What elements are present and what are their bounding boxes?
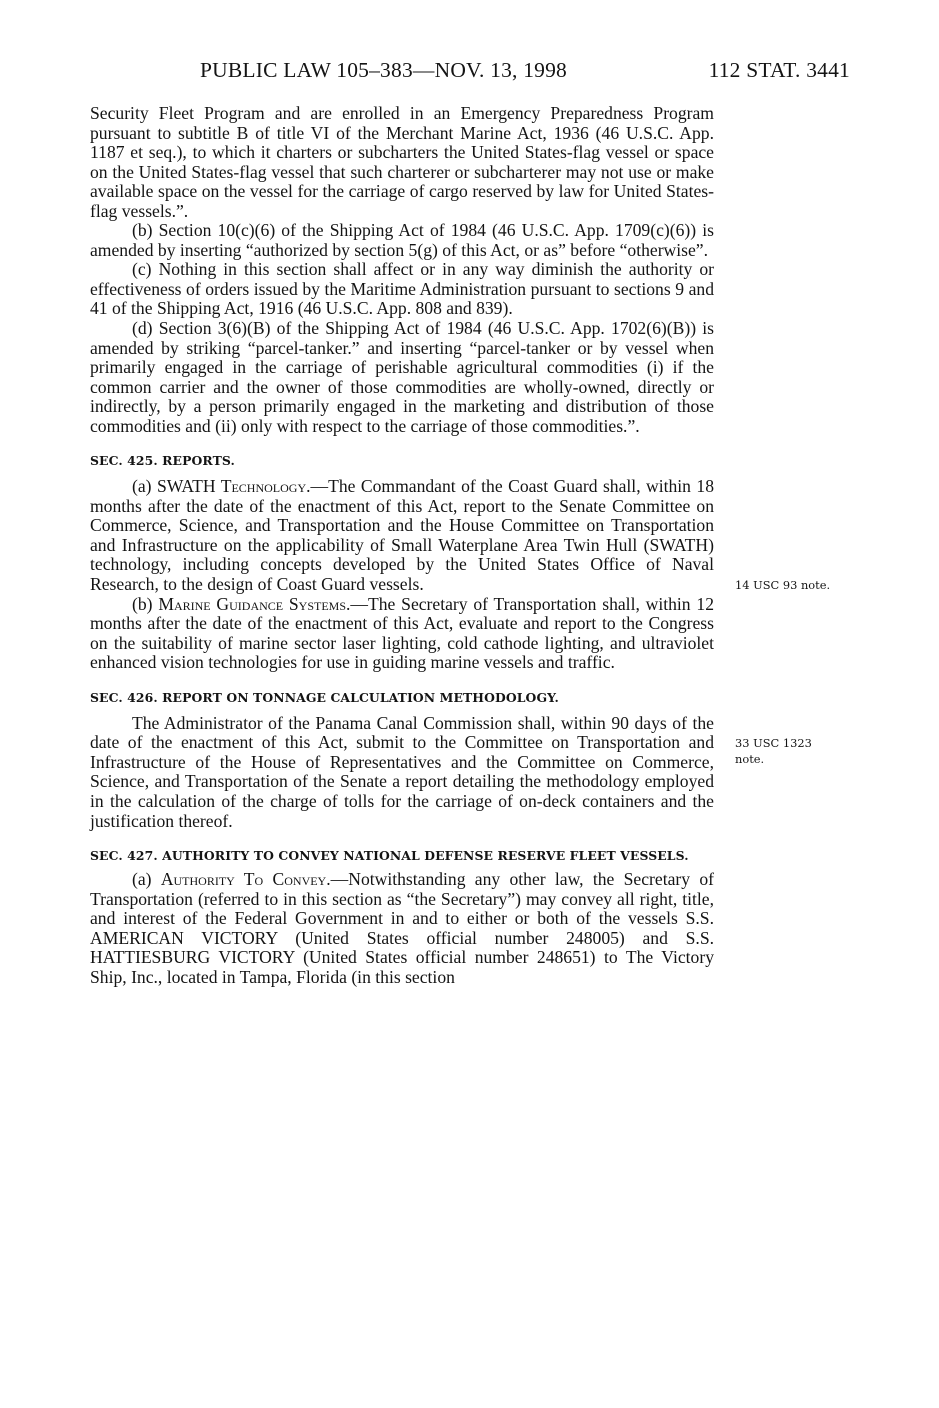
paragraph-b: (b) Section 10(c)(6) of the Shipping Act of 1984 (46 U.S.C. App. 1709(c)(6)) is amended by inserting “authorized by section 5(g) of this Act, or as” before “otherwise”. (90, 220, 714, 260)
paragraph-d: (d) Section 3(6)(B) of the Shipping Act of 1984 (46 U.S.C. App. 1702(6)(B)) is amended by striking “parcel-tanker.” and inserting “parcel-tanker or by vessel when primarily engaged in the carriage of perishable agricultural commodities (i) if the common carrier and the owner of those commodities are wholly-owned, directly or indirectly, by a person primarily engaged in the marketing and distribution of those commodities and (ii) only with respect to the carriage of those commodities.”. (90, 318, 714, 436)
subsection-heading: Authority To Convey. (160, 869, 331, 890)
section-425-a (90, 477, 714, 594)
subsection-label: (a) (132, 869, 161, 890)
section-427-heading: SEC. 427. AUTHORITY TO CONVEY NATIONAL DEFENSE RESERVE FLEET VESSELS. (90, 848, 689, 864)
body-text (90, 104, 714, 987)
statute-page-number: 112 STAT. 3441 (708, 58, 850, 82)
subsection-label: (b) (132, 593, 159, 614)
paragraph-c: (c) Nothing in this section shall affect or in any way diminish the authority or effectiveness of orders issued by the Maritime Administration pursuant to sections 9 and 41 of the Shipping Act, 1916 (46 U.S.C. App. 808 and 839). (90, 259, 714, 319)
page-header (90, 58, 850, 88)
subsection-heading: Marine Guidance Systems. (158, 593, 351, 614)
margin-note-line: note. (735, 752, 765, 766)
section-425-b (90, 595, 714, 673)
running-title: PUBLIC LAW 105–383—NOV. 13, 1998 (200, 58, 568, 82)
subsection-body: —Notwithstanding any other law, the Secretary of Transportation (referred to in this section as “the Secretary”) may convey all right, title, and interest of the Federal Government in and to either or both of the vessels S.S. AMERICAN VICTORY (United States official number 248005) and S.S. HATTIESBURG VICTORY (United States official number 248651) to The Victory Ship, Inc., located in Tampa, Florida (in this section (90, 869, 714, 987)
margin-note-14-usc: 14 USC 93 note. (735, 578, 831, 592)
subsection-body: —The Secretary of Transportation shall, within 12 months after the date of the enactment of this Act, evaluate and report to the Congress on the suitability of marine sector laser lighting, cold cathode lighting, and ultraviolet enhanced vision technologies for use in guiding marine vessels and traffic. (90, 593, 714, 673)
subsection-heading: SWATH Technology. (156, 476, 311, 497)
section-426-body: The Administrator of the Panama Canal Commission shall, within 90 days of the date of the enactment of this Act, submit to the Committee on Transportation and Infrastructure of the House of Representatives and the Committee on Commerce, Science, and Transportation of the Senate a report detailing the methodology employed in the calculation of the charge of tolls for the carriage of on-deck containers and the justification thereof. (90, 712, 714, 831)
subsection-body: —The Commandant of the Coast Guard shall, within 18 months after the date of the enactment of this Act, report to the Senate Committee on Commerce, Science, and Transportation and the House Committee on Transportation and Infrastructure on the applicability of Small Waterplane Area Twin Hull (SWATH) technology, including concepts developed by the United States Office of Naval Research, to the design of Coast Guard vessels. (90, 476, 714, 595)
subsection-label: (a) (132, 476, 157, 497)
section-425-heading: SEC. 425. REPORTS. (90, 453, 235, 469)
paragraph-continuation: Security Fleet Program and are enrolled in an Emergency Preparedness Program pursuant to subtitle B of title VI of the Merchant Marine Act, 1936 (46 U.S.C. App. 1187 et seq.), to which it charters or subcharters the United States-flag vessel or space on the United States-flag vessel that such charterer or subcharterer may not use or make available space on the vessel for the carriage of cargo reserved by law for United States-flag vessels.”. (90, 103, 714, 221)
margin-note-line: 33 USC 1323 (735, 736, 812, 750)
section-426-heading: SEC. 426. REPORT ON TONNAGE CALCULATION METHODOLOGY. (90, 689, 559, 705)
margin-note-33-usc (735, 735, 855, 767)
section-427-a (90, 870, 714, 987)
